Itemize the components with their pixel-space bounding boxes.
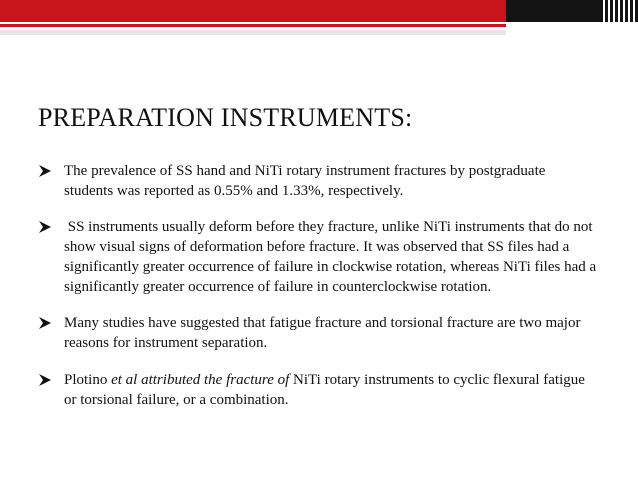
thin-gray-rule xyxy=(0,30,506,35)
bullet-item xyxy=(38,217,598,297)
bullet-text-italic: et al attributed the fracture of xyxy=(111,372,294,388)
bullet-text: The prevalence of SS hand and NiTi rotary instrument fractures by postgraduate students was reported as 0.55% and 1.33%, respectively. xyxy=(64,163,546,199)
arrowhead-bullet-icon xyxy=(38,221,52,233)
top-decorative-bar xyxy=(0,0,638,22)
bullet-text: SS instruments usually deform before they fracture, unlike NiTi instruments that do not show visual signs of deformation before fracture. It was observed that SS files had a significantly greater occurrence of failure in clockwise rotation, whereas NiTi files had a significantly greater occurrence of failure in counterclockwise rotation. xyxy=(64,219,600,295)
bullet-item xyxy=(38,313,598,353)
bullet-list xyxy=(38,161,598,410)
arrowhead-bullet-icon xyxy=(38,374,52,386)
bullet-text: Many studies have suggested that fatigue fracture and torsional fracture are two major reasons for instrument separation. xyxy=(64,315,581,351)
slide-title: PREPARATION INSTRUMENTS: xyxy=(38,103,413,132)
bullet-text-part: NiTi rotary instruments to cyclic flexural fatigue or torsional failure, or a combination. xyxy=(64,372,585,408)
arrowhead-bullet-icon xyxy=(38,165,52,177)
bullet-item xyxy=(38,370,598,410)
arrowhead-bullet-icon xyxy=(38,317,52,329)
top-bar-stripes xyxy=(600,0,638,22)
bullet-text-part: Plotino xyxy=(64,372,112,388)
top-bar-red xyxy=(0,0,506,22)
top-bar-black xyxy=(506,0,600,22)
bullet-item xyxy=(38,161,598,201)
thin-red-rule xyxy=(0,24,506,27)
